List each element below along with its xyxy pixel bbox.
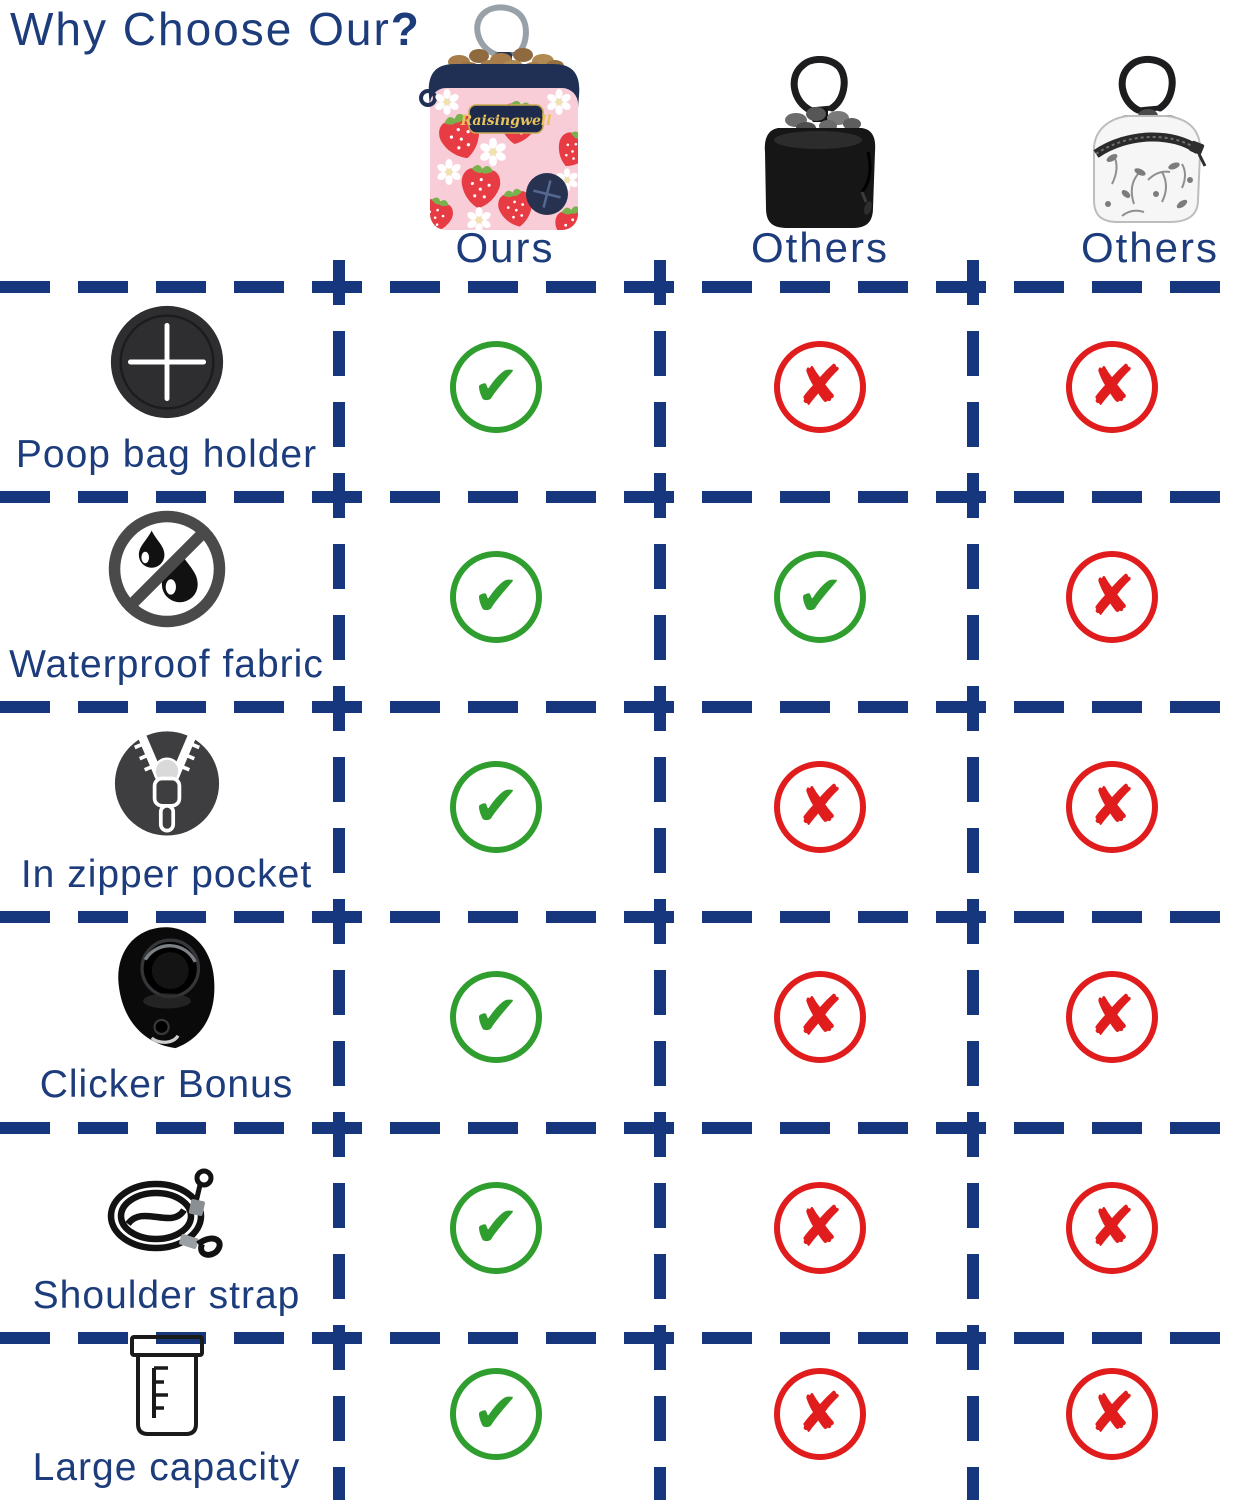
value-mark bbox=[450, 1368, 542, 1460]
grid-line bbox=[654, 260, 666, 1500]
clicker-icon bbox=[112, 925, 222, 1053]
value-mark bbox=[1066, 341, 1158, 433]
shoulder-strap-icon bbox=[92, 1164, 242, 1264]
value-mark bbox=[450, 341, 542, 433]
black-treat-pouch-illustration bbox=[752, 56, 888, 234]
large-capacity-icon bbox=[121, 1332, 213, 1442]
feature-waterproof-fabric bbox=[0, 497, 333, 701]
value-mark bbox=[450, 761, 542, 853]
value-mark bbox=[1066, 551, 1158, 643]
value-mark bbox=[774, 1368, 866, 1460]
carabiner-icon bbox=[1122, 59, 1172, 110]
value-mark bbox=[774, 1182, 866, 1274]
feature-in-zipper-pocket bbox=[0, 707, 333, 911]
column-label-ours: Ours bbox=[455, 224, 555, 271]
feature-large-capacity bbox=[0, 1332, 333, 1498]
poop-bag-holder-icon bbox=[106, 301, 228, 423]
brand-name: Raisingwell bbox=[460, 113, 552, 129]
value-mark bbox=[774, 551, 866, 643]
product-image-others-2 bbox=[1078, 54, 1216, 230]
floral-treat-pouch-illustration bbox=[1078, 54, 1216, 230]
feature-label: Shoulder strap bbox=[32, 1274, 301, 1317]
feature-shoulder-strap bbox=[0, 1128, 333, 1332]
column-label-others-1: Others bbox=[750, 224, 890, 271]
grid-line bbox=[967, 260, 979, 1500]
value-mark bbox=[774, 971, 866, 1063]
value-mark bbox=[450, 971, 542, 1063]
feature-label: Waterproof fabric bbox=[9, 643, 324, 686]
product-image-others-1 bbox=[752, 56, 888, 234]
value-mark bbox=[1066, 1182, 1158, 1274]
column-label-others-2: Others bbox=[1080, 224, 1220, 271]
value-mark bbox=[450, 551, 542, 643]
product-image-ours bbox=[415, 4, 593, 234]
feature-label: In zipper pocket bbox=[20, 853, 313, 896]
value-mark bbox=[1066, 1368, 1158, 1460]
value-mark bbox=[774, 761, 866, 853]
value-mark bbox=[1066, 761, 1158, 853]
value-mark bbox=[774, 341, 866, 433]
poop-bag-dispenser bbox=[526, 173, 568, 215]
feature-clicker-bonus bbox=[0, 917, 333, 1121]
feature-poop-bag-holder bbox=[0, 287, 333, 491]
zipper-icon bbox=[105, 719, 229, 843]
feature-label: Clicker Bonus bbox=[39, 1063, 294, 1106]
grid-line bbox=[333, 260, 345, 1500]
strawberry-treat-pouch-illustration bbox=[415, 4, 593, 234]
page-title: Why Choose Our? bbox=[10, 3, 421, 55]
feature-label: Large capacity bbox=[32, 1446, 301, 1489]
feature-label: Poop bag holder bbox=[15, 433, 318, 476]
no-water-icon bbox=[103, 505, 231, 633]
value-mark bbox=[1066, 971, 1158, 1063]
value-mark bbox=[450, 1182, 542, 1274]
